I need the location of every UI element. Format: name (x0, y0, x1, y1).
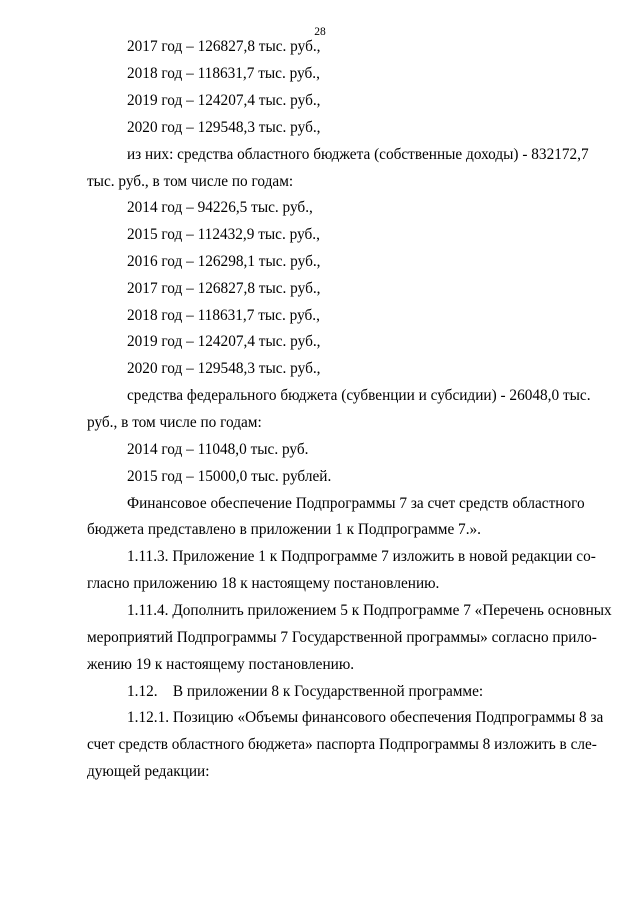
text-line: 1.12.1. Позицию «Объемы финансового обеспечения Подпрограммы 8 за (127, 709, 604, 726)
text-line: 2015 год – 15000,0 тыс. рублей. (127, 468, 332, 485)
text-line: 2014 год – 94226,5 тыс. руб., (127, 199, 313, 216)
text-line: 2016 год – 126298,1 тыс. руб., (127, 253, 321, 270)
text-line: 1.11.3. Приложение 1 к Подпрограмме 7 изложить в новой редакции со- (127, 548, 596, 565)
text-line: гласно приложению 18 к настоящему постановлению. (87, 575, 440, 592)
text-line: 2019 год – 124207,4 тыс. руб., (127, 92, 321, 109)
text-line: счет средств областного бюджета» паспорта Подпрограммы 8 изложить в сле- (87, 736, 597, 753)
text-line: 2018 год – 118631,7 тыс. руб., (127, 65, 320, 82)
text-line: 2018 год – 118631,7 тыс. руб., (127, 307, 320, 324)
text-line: тыс. руб., в том числе по годам: (87, 173, 294, 190)
text-line: руб., в том числе по годам: (87, 414, 262, 431)
text-line: из них: средства областного бюджета (собственные доходы) - 832172,7 (127, 146, 589, 163)
text-line: 2020 год – 129548,3 тыс. руб., (127, 119, 321, 136)
text-line: 2017 год – 126827,8 тыс. руб., (127, 280, 321, 297)
text-line: средства федерального бюджета (субвенции и субсидии) - 26048,0 тыс. (127, 387, 591, 404)
text-line: 2014 год – 11048,0 тыс. руб. (127, 441, 309, 458)
text-line: 2020 год – 129548,3 тыс. руб., (127, 360, 321, 377)
text-line: бюджета представлено в приложении 1 к Подпрограмме 7.». (87, 521, 482, 538)
text-line: дующей редакции: (87, 763, 210, 780)
text-line: жению 19 к настоящему постановлению. (87, 656, 355, 673)
text-line: 1.12. В приложении 8 к Государственной программе: (127, 683, 484, 700)
text-line: 2017 год – 126827,8 тыс. руб., (127, 38, 321, 55)
page-number: 28 (314, 26, 326, 38)
text-line: 2019 год – 124207,4 тыс. руб., (127, 333, 321, 350)
text-line: 2015 год – 112432,9 тыс. руб., (127, 226, 320, 243)
text-line: мероприятий Подпрограммы 7 Государственной программы» согласно прило- (87, 629, 597, 646)
text-line: 1.11.4. Дополнить приложением 5 к Подпрограмме 7 «Перечень основных (127, 602, 612, 619)
text-line: Финансовое обеспечение Подпрограммы 7 за счет средств областного (127, 495, 585, 512)
